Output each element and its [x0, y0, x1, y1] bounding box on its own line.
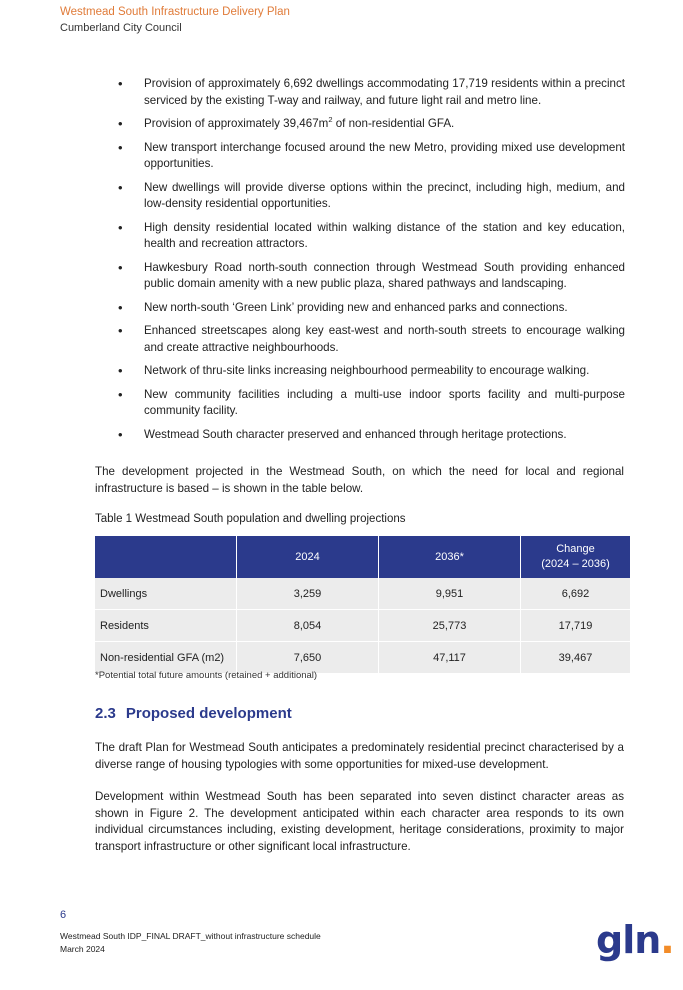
section-title: Proposed development — [125, 705, 292, 722]
table-row — [95, 610, 630, 642]
bullet-item: • New dwellings will provide diverse options within the precinct, including high, medium, and low-density residential opportunities. — [95, 180, 625, 213]
page-number: 6 — [60, 909, 67, 921]
intro-paragraph: The development projected in the Westmead South, on which the need for local and regional infrastructure is based – is shown in the table below. — [95, 465, 624, 495]
logo-dot: . — [660, 918, 674, 962]
logo-text: gln — [596, 918, 661, 962]
table-footnote: *Potential total future amounts (retained + additional) — [95, 670, 318, 681]
section-paragraph: The draft Plan for Westmead South anticipates a predominately residential precinct characterised by a diverse range of housing typologies with some opportunities for mixed-use development. — [95, 741, 624, 771]
table-cell: 3,259 — [237, 578, 379, 610]
table-header-row — [95, 536, 630, 578]
bullet-text: of non-residential GFA. — [332, 117, 455, 130]
table-cell: Non-residential GFA (m2) — [95, 642, 237, 674]
table-cell: 8,054 — [237, 610, 379, 642]
table-cell: 17,719 — [521, 610, 631, 642]
table-cell: 9,951 — [379, 578, 521, 610]
bullet-item: • New north-south ‘Green Link’ providing new and enhanced parks and connections. — [95, 300, 625, 317]
bullet-item: • Enhanced streetscapes along key east-west and north-south streets to encourage walking and create attractive neighbourhoods. — [95, 323, 625, 356]
table-header-cell — [95, 536, 237, 578]
section-number: 2.3 — [95, 705, 116, 722]
table-header-cell: 2024 — [237, 536, 379, 578]
development-bullet-list — [95, 76, 625, 450]
table-cell: 39,467 — [521, 642, 631, 674]
bullet-item: • New transport interchange focused around the new Metro, providing mixed use development opportunities. — [95, 140, 625, 173]
table-header-cell: 2036* — [379, 536, 521, 578]
table-row — [95, 578, 630, 610]
bullet-item: • New community facilities including a multi-use indoor sports facility and multi-purpose community facility. — [95, 387, 625, 420]
section-heading — [95, 705, 292, 722]
table-cell: Dwellings — [95, 578, 237, 610]
table-cell: 25,773 — [379, 610, 521, 642]
table-caption: Table 1 Westmead South population and dwelling projections — [95, 513, 406, 525]
projections-table — [95, 536, 630, 674]
table-cell: 47,117 — [379, 642, 521, 674]
header-change-label: Change — [556, 543, 595, 555]
footer-document-name: Westmead South IDP_FINAL DRAFT_without infrastructure schedule — [60, 931, 321, 941]
bullet-item: • Provision of approximately 6,692 dwellings accommodating 17,719 residents within a precinct serviced by the existing T-way and railway, and future light rail and metro line. — [95, 76, 625, 109]
bullet-item: • Network of thru-site links increasing neighbourhood permeability to encourage walking. — [95, 363, 625, 380]
bullet-item — [95, 116, 625, 133]
table-cell: 7,650 — [237, 642, 379, 674]
bullet-item: • High density residential located within walking distance of the station and key education, health and recreation attractors. — [95, 220, 625, 253]
superscript: 2 — [328, 115, 333, 125]
table-row — [95, 642, 630, 674]
header-change-period: (2024 – 2036) — [541, 558, 610, 570]
header-organisation: Cumberland City Council — [60, 22, 182, 34]
bullet-item: • Hawkesbury Road north-south connection through Westmead South providing enhanced public domain amenity with a new public plaza, shared pathways and landscaping. — [95, 260, 625, 293]
table-cell: 6,692 — [521, 578, 631, 610]
table-cell: Residents — [95, 610, 237, 642]
footer-date: March 2024 — [60, 944, 105, 954]
bullet-text: Provision of approximately 39,467m — [144, 117, 329, 130]
section-paragraph: Development within Westmead South has been separated into seven distinct character areas as shown in Figure 2. The development anticipated within each character area responds to its own individual circumstances including, existing development, heritage considerations, proximity to major transport infrastructure or other significant local infrastructure. — [95, 790, 624, 853]
header-title: Westmead South Infrastructure Delivery Plan — [60, 6, 290, 18]
table-header-cell — [521, 536, 631, 578]
bullet-item: • Westmead South character preserved and enhanced through heritage protections. — [95, 427, 625, 444]
gln-logo — [596, 918, 674, 962]
